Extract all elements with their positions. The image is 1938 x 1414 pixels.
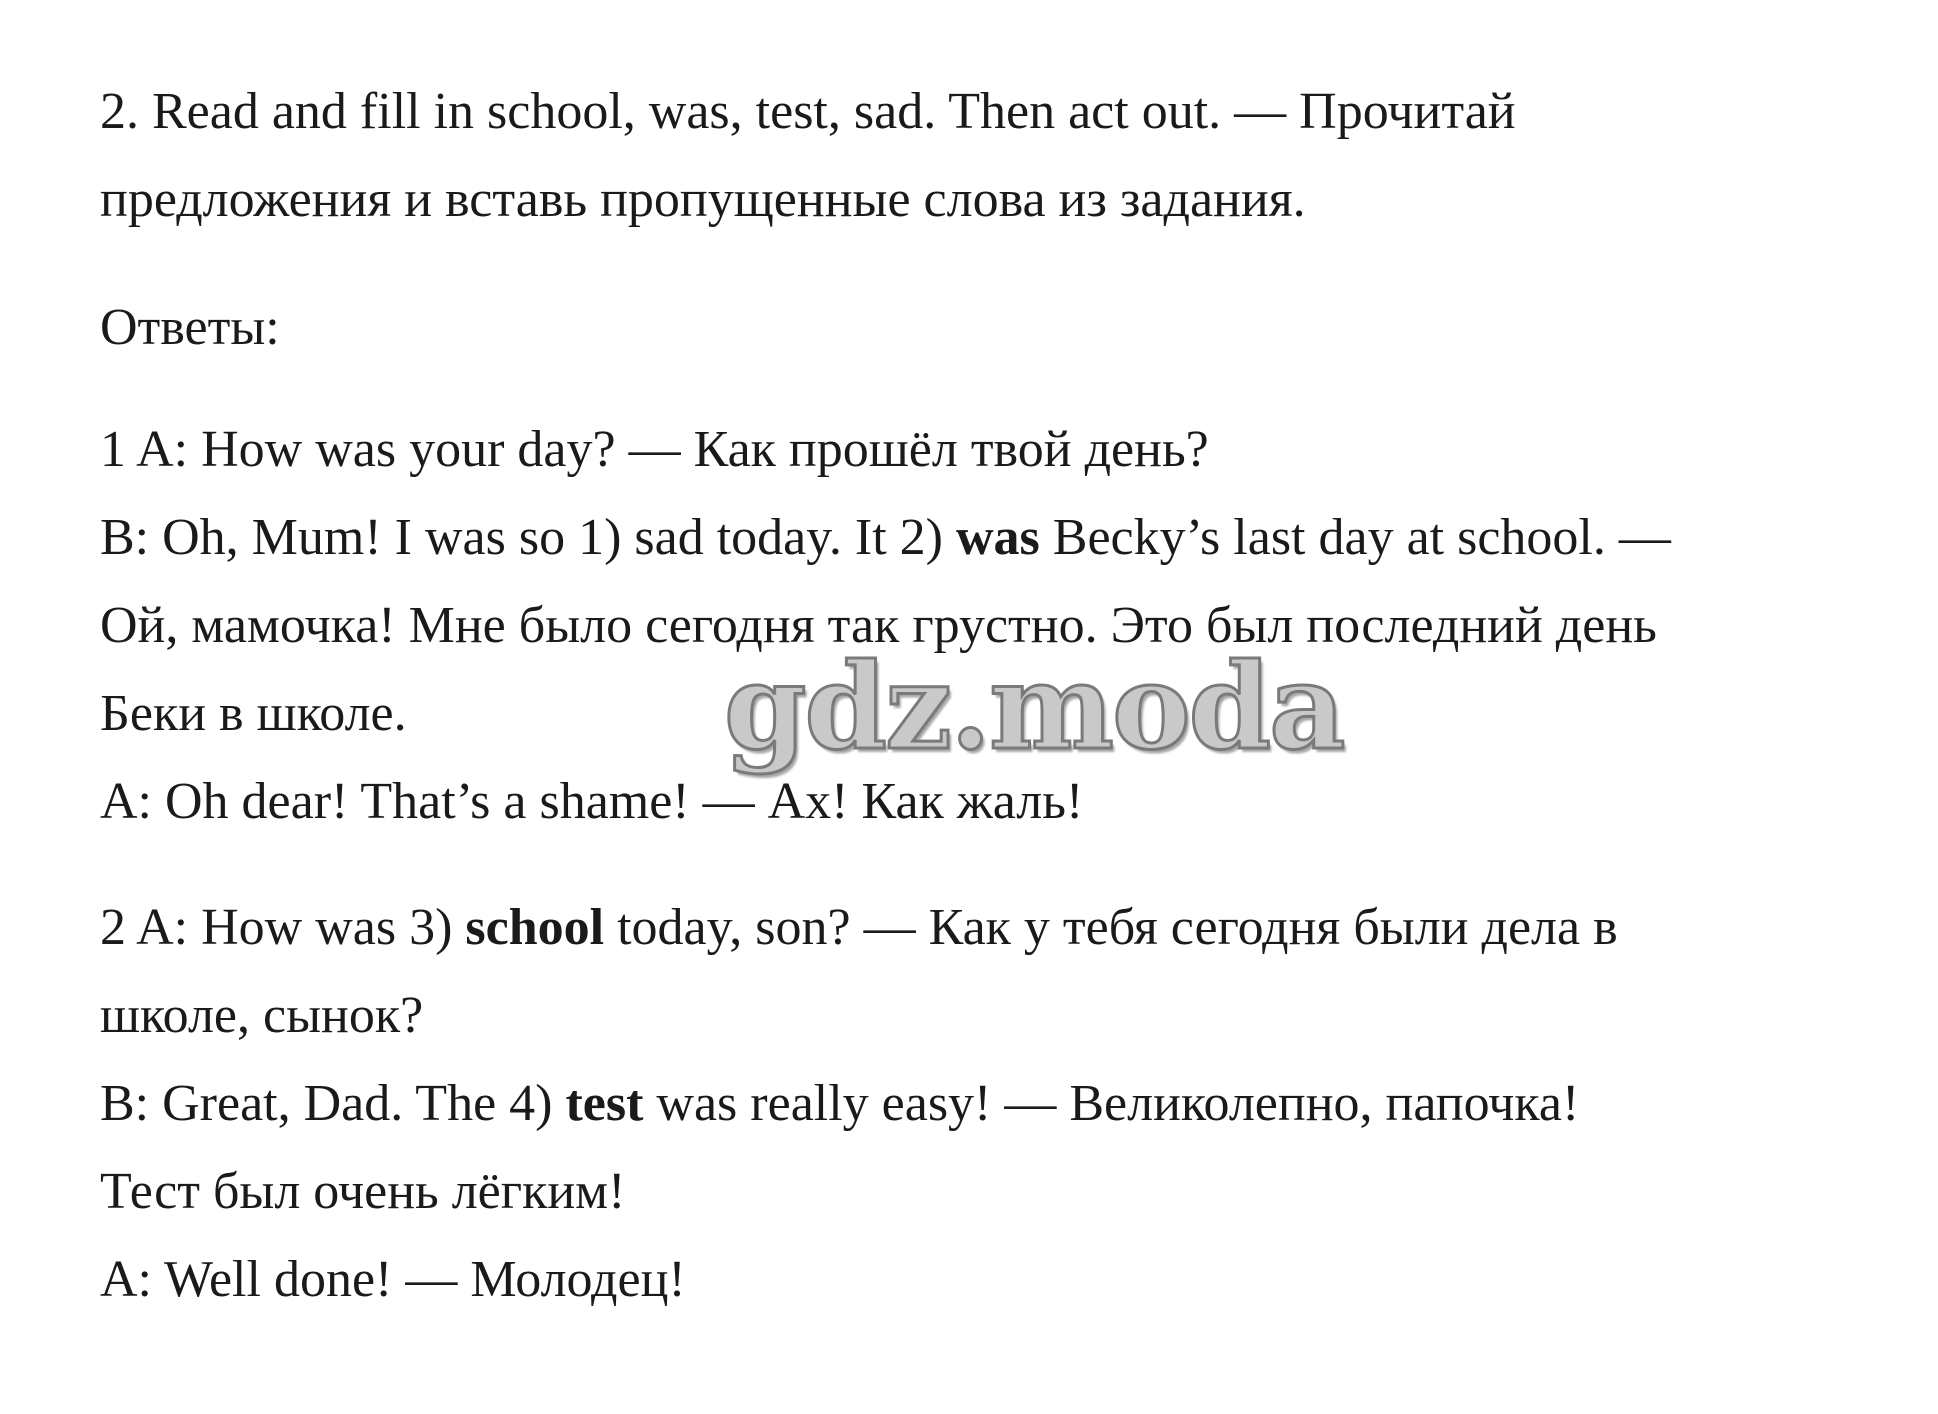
answer-word-was: was — [955, 509, 1040, 566]
dialogue-2-line-1 — [100, 898, 1618, 958]
text-segment: B: Great, Dad. The 4) — [100, 1075, 566, 1132]
dialogue-1-line-3: Ой, мамочка! Мне было сегодня так грустно. Это был последний день — [100, 597, 1657, 654]
answers-heading: Ответы: — [100, 299, 280, 356]
dialogue-2-line-5: A: Well done! — Молодец! — [100, 1251, 686, 1308]
dialogue-1-line-4: Беки в школе. — [100, 685, 407, 742]
dialogue-2-line-2: школе, сынок? — [100, 987, 424, 1044]
text-segment: was really easy! — Великолепно, папочка! — [643, 1075, 1580, 1132]
text-segment: today, son? — Как у тебя сегодня были дела в — [604, 899, 1618, 956]
dialogue-2-line-4: Тест был очень лёгким! — [100, 1163, 626, 1220]
dialogue-2-line-3 — [100, 1074, 1579, 1134]
text-segment: Becky’s last day at school. — — [1039, 509, 1671, 566]
text-segment: 2 A: How was 3) — [100, 899, 466, 956]
dialogue-1-line-1: 1 A: How was your day? — Как прошёл твой день? — [100, 421, 1209, 478]
text-segment: B: Oh, Mum! I was so 1) sad today. It 2) — [100, 509, 956, 566]
watermark-logo: gdz.moda — [724, 637, 1344, 776]
task-instruction-line-2: предложения и вставь пропущенные слова из задания. — [100, 171, 1306, 228]
dialogue-1-line-2 — [100, 508, 1671, 568]
dialogue-1-line-5: A: Oh dear! That’s a shame! — Ах! Как жаль! — [100, 773, 1084, 830]
task-instruction-line-1: 2. Read and fill in school, was, test, sad. Then act out. — Прочитай — [100, 83, 1516, 140]
answer-word-test: test — [565, 1075, 644, 1132]
answer-word-school: school — [465, 899, 605, 956]
